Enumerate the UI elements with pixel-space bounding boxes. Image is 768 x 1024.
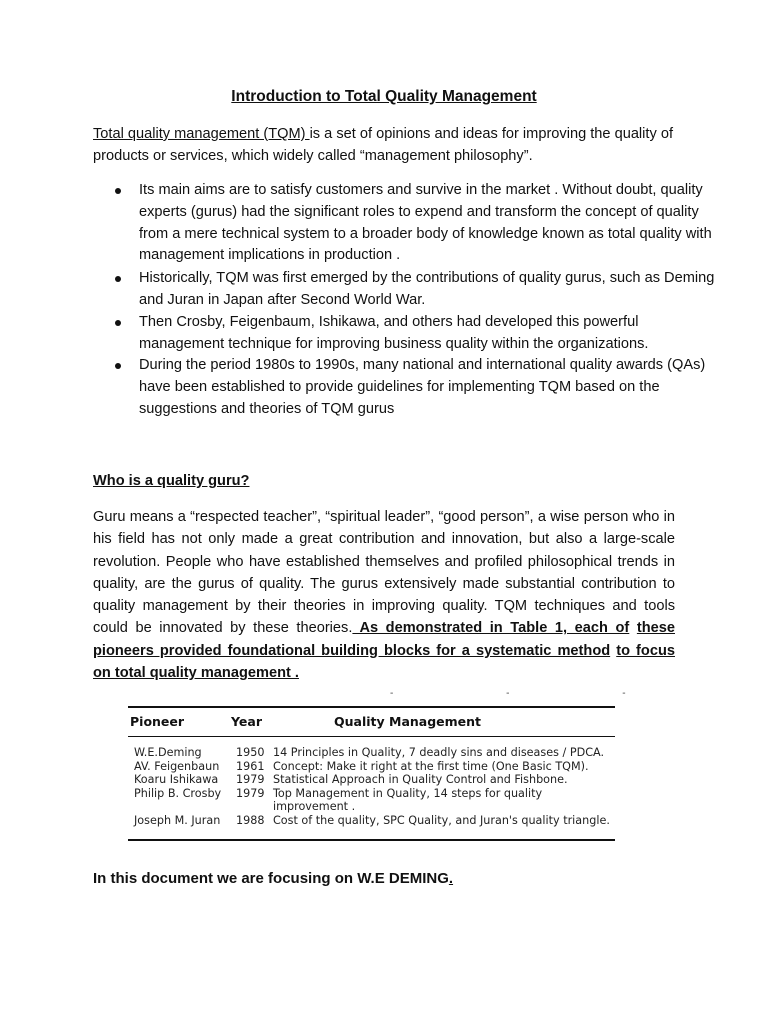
column-header-pioneer: Pioneer bbox=[130, 714, 185, 729]
table-cell-year: 1961 bbox=[236, 759, 265, 773]
column-header-year: Year bbox=[231, 714, 262, 729]
table-cell-pioneer: W.E.Deming bbox=[134, 746, 202, 759]
table-cell-qm: Statistical Approach in Quality Control and Fishbone. bbox=[273, 773, 568, 786]
list-item-text: During the period 1980s to 1990s, many national and international quality awards (QAs) have been established to provide guidelines for implementing TQM based on the suggestions and theories of TQM gurus bbox=[139, 357, 706, 417]
table-top-rule bbox=[128, 706, 615, 708]
column-header-quality-management: Quality Management bbox=[334, 714, 482, 729]
section-heading: Who is a quality guru? bbox=[93, 473, 250, 489]
table-cell-qm: 14 Principles in Quality, 7 deadly sins and diseases / PDCA. bbox=[273, 746, 605, 759]
emphasis-text-1: As demonstrated in Table 1, each of bbox=[352, 620, 630, 637]
bullet-icon bbox=[115, 188, 121, 194]
emphasis-text-2: these pioneers provided foundational building blocks for a systematic method bbox=[93, 620, 675, 659]
table-cell-qm: improvement . bbox=[273, 800, 356, 813]
table-cell-year: 1988 bbox=[236, 813, 265, 827]
table-cell-pioneer: Philip B. Crosby bbox=[134, 786, 222, 800]
page-title: Introduction to Total Quality Management bbox=[231, 88, 537, 105]
bullet-icon bbox=[115, 320, 121, 326]
table-cell-pioneer: Joseph M. Juran bbox=[134, 813, 221, 827]
final-statement-text: In this document we are focusing on W.E DEMING bbox=[93, 870, 449, 887]
table-cell-qm: Concept: Make it right at the first time (One Basic TQM). bbox=[273, 759, 589, 773]
intro-text: is a set of opinions and ideas for improving the quality of products or services, which widely called “management philosophy”. bbox=[93, 126, 673, 164]
final-statement-period: . bbox=[448, 870, 454, 887]
intro-paragraph bbox=[93, 123, 673, 167]
list-item-text: Then Crosby, Feigenbaum, Ishikawa, and others had developed this powerful management technique for improving business quality within the organizations. bbox=[139, 313, 649, 352]
scan-artifact: - - - bbox=[390, 688, 681, 699]
bullet-icon bbox=[115, 363, 121, 369]
table-bottom-rule bbox=[128, 839, 615, 841]
guru-paragraph bbox=[93, 506, 675, 684]
table-header-rule bbox=[128, 736, 615, 737]
final-statement bbox=[93, 870, 453, 887]
bullet-icon bbox=[115, 276, 121, 282]
bullet-list bbox=[93, 180, 719, 421]
list-item bbox=[139, 312, 719, 356]
list-item-text: Historically, TQM was first emerged by the contributions of quality gurus, such as Deming and Juran in Japan after Second World War. bbox=[139, 270, 715, 308]
guru-text: Guru means a “respected teacher”, “spiritual leader”, “good person”, a wise person who in his field has not only made a great contribution and innovation, but also a large-scale revolution. People who have established themselves and profiled philosophical trends in quality, are the gurus of quality. The gurus extensively made substantial contribution to quality management by their theories in improving quality. TQM techniques and tools could be innovated by these theories. bbox=[93, 509, 675, 637]
table-cell-year: 1979 bbox=[236, 786, 265, 800]
list-item bbox=[139, 355, 719, 420]
emphasis-text-3: to focus on total quality management . bbox=[93, 642, 675, 682]
table-cell-qm: Cost of the quality, SPC Quality, and Juran's quality triangle. bbox=[273, 813, 610, 827]
table-cell-year: 1979 bbox=[236, 773, 265, 786]
tqm-term: Total quality management (TQM) bbox=[93, 126, 310, 142]
table-cell-pioneer: Koaru Ishikawa bbox=[134, 773, 219, 786]
table-cell-pioneer: AV. Feigenbaun bbox=[134, 759, 220, 773]
list-item bbox=[139, 180, 719, 267]
list-item bbox=[139, 268, 719, 312]
table-cell-qm: Top Management in Quality, 14 steps for quality bbox=[273, 786, 543, 800]
table-cell-year: 1950 bbox=[236, 746, 265, 759]
list-item-text: Its main aims are to satisfy customers and survive in the market . Without doubt, quality experts (gurus) had the significant roles to expend and transform the concept of quality from a mere technical system to a broader body of knowledge known as total quality with management implications in production . bbox=[139, 182, 712, 264]
